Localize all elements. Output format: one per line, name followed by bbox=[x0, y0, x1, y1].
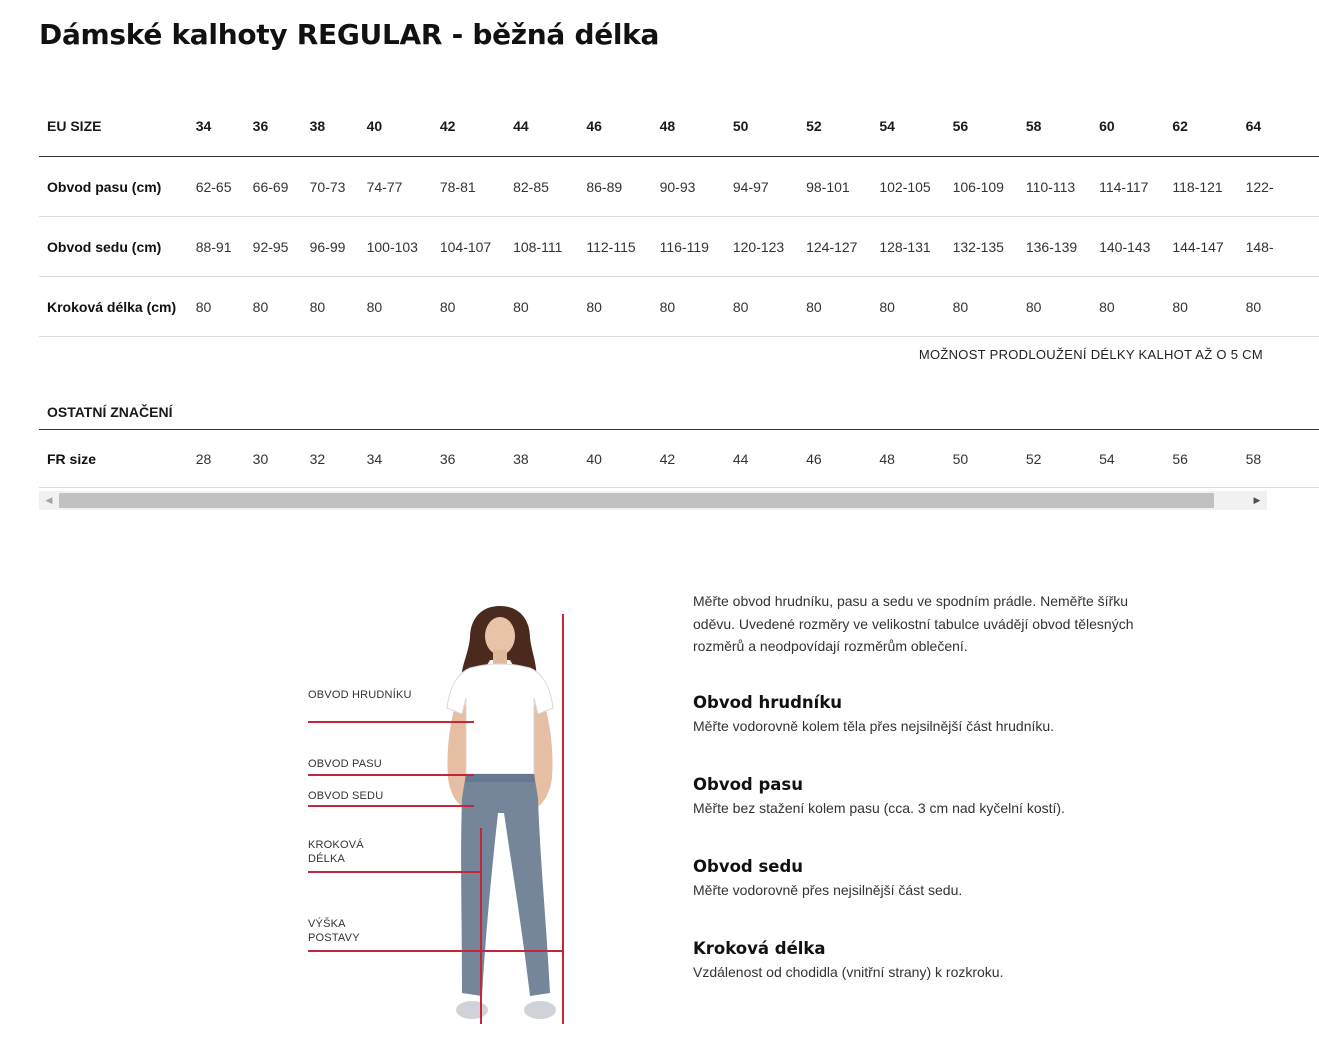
size-header: 36 bbox=[253, 95, 310, 157]
size-table-container[interactable] bbox=[39, 95, 1274, 515]
table-cell: 112-115 bbox=[586, 217, 659, 277]
hips-line bbox=[308, 805, 474, 807]
spacer-row bbox=[39, 371, 1319, 395]
section-inseam bbox=[693, 939, 1163, 980]
size-header: 34 bbox=[196, 95, 253, 157]
eu-size-header-row bbox=[39, 95, 1319, 157]
label-height: VÝŠKA POSTAVY bbox=[308, 918, 360, 944]
table-cell: 48 bbox=[879, 430, 952, 488]
size-header: 60 bbox=[1099, 95, 1172, 157]
table-cell: 106-109 bbox=[953, 157, 1026, 217]
table-cell: 28 bbox=[196, 430, 253, 488]
measurement-instructions bbox=[693, 590, 1163, 980]
table-cell: 114-117 bbox=[1099, 157, 1172, 217]
table-cell: 58 bbox=[1246, 430, 1319, 488]
row-label: Obvod pasu (cm) bbox=[39, 157, 196, 217]
row-label: FR size bbox=[39, 430, 196, 488]
table-cell: 120-123 bbox=[733, 217, 806, 277]
table-cell: 66-69 bbox=[253, 157, 310, 217]
table-cell: 80 bbox=[253, 277, 310, 337]
table-cell: 80 bbox=[440, 277, 513, 337]
table-cell: 44 bbox=[733, 430, 806, 488]
table-cell: 96-99 bbox=[310, 217, 367, 277]
table-cell: 148- bbox=[1246, 217, 1319, 277]
size-table bbox=[39, 95, 1319, 488]
table-cell: 108-111 bbox=[513, 217, 586, 277]
table-cell: 116-119 bbox=[660, 217, 733, 277]
section-title: Obvod pasu bbox=[693, 775, 803, 794]
table-cell: 80 bbox=[310, 277, 367, 337]
table-cell: 100-103 bbox=[367, 217, 440, 277]
height-vertical-line bbox=[562, 614, 564, 1024]
table-cell: 128-131 bbox=[879, 217, 952, 277]
table-cell: 104-107 bbox=[440, 217, 513, 277]
inseam-vertical-line bbox=[480, 828, 482, 1024]
table-cell: 80 bbox=[1099, 277, 1172, 337]
table-cell: 50 bbox=[953, 430, 1026, 488]
table-cell: 80 bbox=[879, 277, 952, 337]
size-header: 64 bbox=[1246, 95, 1319, 157]
table-cell: 144-147 bbox=[1172, 217, 1245, 277]
table-cell: 124-127 bbox=[806, 217, 879, 277]
table-cell: 80 bbox=[1026, 277, 1099, 337]
table-cell: 98-101 bbox=[806, 157, 879, 217]
table-cell: 80 bbox=[1172, 277, 1245, 337]
size-header: 44 bbox=[513, 95, 586, 157]
measurement-figure bbox=[300, 598, 620, 1030]
section-hips bbox=[693, 857, 1163, 898]
table-cell: 32 bbox=[310, 430, 367, 488]
table-cell: 80 bbox=[806, 277, 879, 337]
table-cell: 82-85 bbox=[513, 157, 586, 217]
size-header: 58 bbox=[1026, 95, 1099, 157]
table-cell: 46 bbox=[806, 430, 879, 488]
waist-row bbox=[39, 157, 1319, 217]
table-cell: 30 bbox=[253, 430, 310, 488]
label-hips: OBVOD SEDU bbox=[308, 790, 384, 802]
height-line bbox=[308, 950, 562, 952]
table-cell: 102-105 bbox=[879, 157, 952, 217]
table-cell: 110-113 bbox=[1026, 157, 1099, 217]
row-label: Obvod sedu (cm) bbox=[39, 217, 196, 277]
section-chest bbox=[693, 693, 1163, 734]
label-inseam: KROKOVÁ DÉLKA bbox=[308, 839, 364, 865]
woman-figure-illustration bbox=[300, 598, 620, 1030]
table-cell: 36 bbox=[440, 430, 513, 488]
section-text: Vzdálenost od chodidla (vnitřní strany) k rozkroku. bbox=[693, 964, 1004, 980]
table-cell: 88-91 bbox=[196, 217, 253, 277]
section-text: Měřte vodorovně kolem těla přes nejsilnější část hrudníku. bbox=[693, 718, 1055, 734]
table-cell: 80 bbox=[660, 277, 733, 337]
table-cell: 62-65 bbox=[196, 157, 253, 217]
table-cell: 92-95 bbox=[253, 217, 310, 277]
row-label: Kroková délka (cm) bbox=[39, 277, 196, 337]
size-header: 46 bbox=[586, 95, 659, 157]
section-title: Obvod sedu bbox=[693, 857, 804, 876]
table-cell: 80 bbox=[196, 277, 253, 337]
size-header: 62 bbox=[1172, 95, 1245, 157]
length-extension-note: MOŽNOST PRODLOUŽENÍ DÉLKY KALHOT AŽ O 5 CM bbox=[918, 346, 1263, 362]
table-cell: 40 bbox=[586, 430, 659, 488]
table-cell: 54 bbox=[1099, 430, 1172, 488]
waist-line bbox=[308, 774, 474, 776]
other-sizing-label: OSTATNÍ ZNAČENÍ bbox=[39, 395, 1319, 430]
table-cell: 90-93 bbox=[660, 157, 733, 217]
size-header: 50 bbox=[733, 95, 806, 157]
size-header: 52 bbox=[806, 95, 879, 157]
table-cell: 56 bbox=[1172, 430, 1245, 488]
label-waist: OBVOD PASU bbox=[308, 758, 382, 770]
table-cell: 80 bbox=[953, 277, 1026, 337]
table-cell: 80 bbox=[367, 277, 440, 337]
table-cell: 70-73 bbox=[310, 157, 367, 217]
intro-text: Měřte obvod hrudníku, pasu a sedu ve spodním prádle. Neměřte šířku oděvu. Uvedené rozměry ve velikostní tabulce uvádějí obvod tělesných rozměrů a neodpovídají rozměrům oblečení. bbox=[693, 593, 1134, 654]
section-text: Měřte vodorovně přes nejsilnější část sedu. bbox=[693, 882, 963, 898]
section-title: Obvod hrudníku bbox=[693, 693, 843, 712]
table-cell: 38 bbox=[513, 430, 586, 488]
size-header: 56 bbox=[953, 95, 1026, 157]
size-header: 54 bbox=[879, 95, 952, 157]
chest-line bbox=[308, 721, 474, 723]
scroll-right-arrow-icon[interactable]: ▶ bbox=[1253, 495, 1261, 505]
other-sizing-header-row bbox=[39, 395, 1319, 430]
section-waist bbox=[693, 775, 1163, 816]
table-cell: 132-135 bbox=[953, 217, 1026, 277]
size-header: 40 bbox=[367, 95, 440, 157]
table-cell: 136-139 bbox=[1026, 217, 1099, 277]
table-cell: 86-89 bbox=[586, 157, 659, 217]
scrollbar-thumb[interactable] bbox=[59, 493, 1214, 508]
table-cell: 42 bbox=[660, 430, 733, 488]
section-text: Měřte bez stažení kolem pasu (cca. 3 cm nad kyčelní kostí). bbox=[693, 800, 1065, 816]
fr-size-row bbox=[39, 430, 1319, 488]
note-row bbox=[39, 337, 1319, 372]
size-header: 38 bbox=[310, 95, 367, 157]
table-cell: 80 bbox=[586, 277, 659, 337]
table-cell: 80 bbox=[513, 277, 586, 337]
size-header: 42 bbox=[440, 95, 513, 157]
table-cell: 94-97 bbox=[733, 157, 806, 217]
table-cell: 78-81 bbox=[440, 157, 513, 217]
table-cell: 140-143 bbox=[1099, 217, 1172, 277]
size-header: 48 bbox=[660, 95, 733, 157]
eu-size-label: EU SIZE bbox=[39, 95, 196, 157]
table-cell: 80 bbox=[733, 277, 806, 337]
hips-row bbox=[39, 217, 1319, 277]
label-chest: OBVOD HRUDNÍKU bbox=[308, 689, 412, 701]
table-cell: 80 bbox=[1246, 277, 1319, 337]
table-cell: 52 bbox=[1026, 430, 1099, 488]
table-cell: 118-121 bbox=[1172, 157, 1245, 217]
section-title: Kroková délka bbox=[693, 939, 826, 958]
table-cell: 122- bbox=[1246, 157, 1319, 217]
inseam-row bbox=[39, 277, 1319, 337]
horizontal-scrollbar[interactable] bbox=[39, 491, 1267, 510]
table-cell: 34 bbox=[367, 430, 440, 488]
scroll-left-arrow-icon[interactable]: ◀ bbox=[45, 495, 53, 505]
page-title: Dámské kalhoty REGULAR - běžná délka bbox=[39, 18, 660, 51]
inseam-line bbox=[308, 871, 482, 873]
table-cell: 74-77 bbox=[367, 157, 440, 217]
